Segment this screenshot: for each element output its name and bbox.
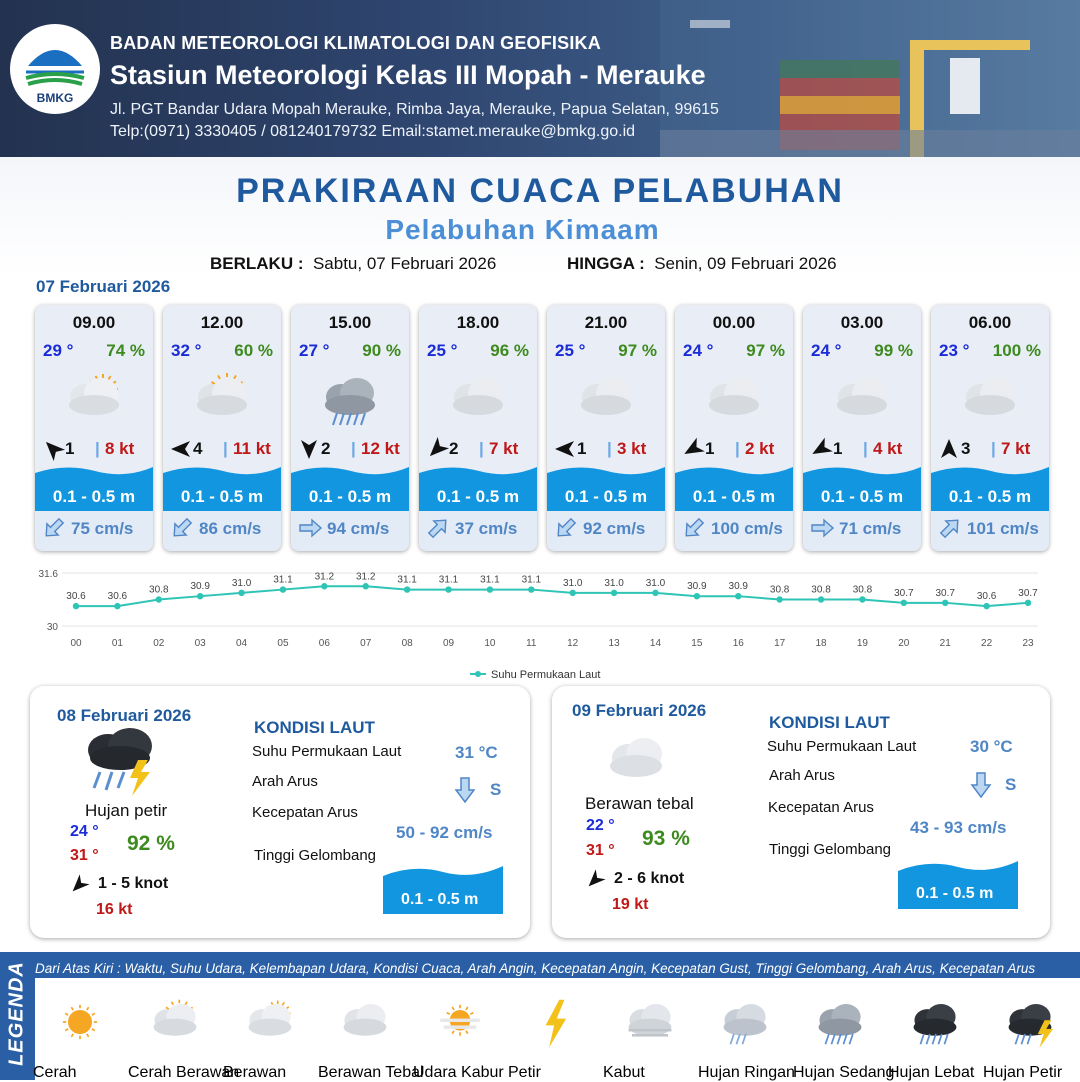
udara-kabur-icon [430,994,490,1055]
day2-tinggi-label: Tinggi Gelombang [254,847,377,864]
day3-tinggi-label: Tinggi Gelombang [769,841,892,858]
card-wave-height: 0.1 - 0.5 m [820,487,904,506]
valid-to-label: HINGGA : [567,254,645,273]
card-separator: | [863,439,868,458]
card-humidity: 74 % [106,341,145,360]
sst-data-point [321,583,327,589]
x-tick-label: 04 [236,638,248,649]
day3-arah: S [1005,775,1017,794]
forecast-card [163,305,281,551]
card-time: 15.00 [328,313,372,332]
valid-from-label: BERLAKU : [210,254,304,273]
sst-data-point [487,586,493,592]
sst-data-point [983,603,989,609]
cerah-berawan-icon [187,367,257,431]
berawan-tebal-icon [955,367,1025,431]
day2-humidity: 92 % [127,832,175,855]
day3-sst-label: Suhu Permukaan Laut [767,738,917,755]
card-temperature: 27 ° [299,341,330,360]
legend-entry: Suhu Permukaan Laut [491,669,601,681]
card-gust: 3 kt [617,439,647,458]
forecast-card [419,305,537,551]
day2-gust: 16 kt [96,901,133,918]
card-time: 06.00 [968,313,1012,332]
legend-item-label: Cerah [33,1064,77,1081]
legend-item-label: Cerah Berawan [128,1064,240,1081]
y-tick-label: 30 [46,622,58,633]
wind-arrow-icon [169,437,193,461]
sst-data-label: 30.8 [852,584,873,596]
sst-data-point [114,603,120,609]
legend-item-label: Berawan [223,1064,287,1081]
day2-panel [30,686,530,938]
card-time: 21.00 [584,313,628,332]
sst-data-point [652,590,658,596]
card-gust: 7 kt [1001,439,1031,458]
card-separator: | [95,439,100,458]
valid-to-value: Senin, 09 Februari 2026 [654,254,837,273]
card-gust: 8 kt [105,439,135,458]
day3-temp-min: 22 ° [586,817,615,834]
org-name: BADAN METEOROLOGI KLIMATOLOGI DAN GEOFISIKA [110,33,601,53]
x-tick-label: 06 [318,638,330,649]
x-tick-label: 10 [484,638,496,649]
page-title: PRAKIRAAN CUACA PELABUHAN [236,172,844,210]
sst-data-label: 31.2 [314,571,335,583]
berawan-tebal-icon [335,994,395,1055]
card-wind-speed: 1 [833,439,843,458]
card-temperature: 25 ° [427,341,458,360]
sst-data-point [197,593,203,599]
card-current-speed: 37 cm/s [455,519,518,538]
sst-data-label: 31.1 [521,574,542,586]
card-current-speed: 75 cm/s [71,519,134,538]
sst-data-label: 30.6 [107,591,128,603]
day3-panel [552,686,1050,938]
day2-tinggi: 0.1 - 0.5 m [401,891,479,908]
x-tick-label: 03 [194,638,206,649]
x-tick-label: 19 [856,638,868,649]
x-tick-label: 14 [649,638,662,649]
day2-kecepatan: 50 - 92 cm/s [396,823,493,842]
wind-arrow-icon [809,437,833,461]
sst-data-label: 30.8 [149,584,169,596]
hujan-lebat-icon [905,994,965,1055]
x-tick-label: 18 [815,638,827,649]
card-temperature: 24 ° [683,341,714,360]
sst-data-point [73,603,79,609]
card-humidity: 90 % [362,341,401,360]
x-tick-label: 15 [691,638,703,649]
sst-data-label: 31.1 [273,574,293,586]
sst-data-label: 31.0 [645,577,666,589]
card-wind-speed: 1 [65,439,75,458]
port-scene-illustration [660,0,1080,157]
day3-date: 09 Februari 2026 [572,701,707,720]
hujan-sedang-icon [315,367,385,431]
card-gust: 12 kt [361,439,400,458]
card-current-speed: 86 cm/s [199,519,262,538]
day3-arah-label: Arah Arus [769,767,835,784]
berawan-tebal-icon [571,367,641,431]
forecast-card [547,305,665,551]
day2-arah-label: Arah Arus [252,773,318,790]
card-current-speed: 71 cm/s [839,519,902,538]
x-tick-label: 22 [981,638,993,649]
card-separator: | [991,439,996,458]
legend-description: Dari Atas Kiri : Waktu, Suhu Udara, Kelembapan Udara, Kondisi Cuaca, Arah Angin, Kecepatan Angin, Kecepatan Gust, Tinggi Gelombang, Arah Arus, Kecepatan Arus [35,961,1036,976]
sst-data-point [776,596,782,602]
sst-data-point [735,593,741,599]
card-humidity: 97 % [746,341,785,360]
sst-data-point [1025,600,1031,606]
station-name: Stasiun Meteorologi Kelas III Mopah - Merauke [110,60,706,90]
sea-surface-temp-chart [30,562,1050,682]
wind-arrow-icon [937,437,961,461]
x-tick-label: 02 [153,638,165,649]
legend-item-label: Hujan Sedang [793,1064,895,1081]
legend-item-label: Berawan Tebal [318,1064,424,1081]
current-arrow-icon [41,515,67,541]
valid-from [210,254,496,274]
x-tick-label: 12 [567,638,579,649]
sst-data-point [445,586,451,592]
hujan-ringan-icon [715,994,775,1055]
sst-data-point [363,583,369,589]
x-tick-label: 20 [898,638,910,649]
day2-current-arrow-icon [454,776,476,804]
day3-kecepatan: 43 - 93 cm/s [910,818,1007,837]
forecast-card [803,305,921,551]
day2-wind-speed: 1 - 5 knot [98,875,169,892]
card-wind-speed: 2 [321,439,331,458]
sst-data-label: 31.1 [397,574,417,586]
berawan-tebal-icon [443,367,513,431]
x-tick-label: 07 [360,638,372,649]
sst-data-point [901,600,907,606]
x-tick-label: 00 [70,638,82,649]
station-contact: Telp:(0971) 3330405 / 081240179732 Email:stamet.merauke@bmkg.go.id [110,123,636,140]
card-wave-height: 0.1 - 0.5 m [564,487,648,506]
day3-condition: Berawan tebal [585,794,694,813]
x-tick-label: 17 [774,638,786,649]
legend-item-label: Hujan Lebat [888,1064,975,1081]
card-current-speed: 92 cm/s [583,519,646,538]
hujan-sedang-icon [810,994,870,1055]
current-arrow-icon [681,515,707,541]
card-time: 18.00 [456,313,500,332]
hujan-petir-icon [78,726,164,798]
sst-data-label: 31.1 [438,574,459,586]
wind-arrow-icon [297,437,321,461]
sst-data-label: 31.0 [231,577,252,589]
day3-gust: 19 kt [612,896,649,913]
card-wind-speed: 2 [449,439,459,458]
card-humidity: 60 % [234,341,273,360]
card-wave-height: 0.1 - 0.5 m [436,487,520,506]
x-tick-label: 16 [732,638,744,649]
card-wave-height: 0.1 - 0.5 m [52,487,136,506]
day2-temp-max: 31 ° [70,847,99,864]
valid-to [567,254,837,274]
card-current-speed: 94 cm/s [327,519,390,538]
kabut-icon [620,994,680,1055]
card-temperature: 24 ° [811,341,842,360]
card-temperature: 29 ° [43,341,74,360]
sst-data-point [942,600,948,606]
card-time: 03.00 [840,313,884,332]
sst-data-label: 30.8 [811,584,831,596]
sst-data-point [280,586,286,592]
card-temperature: 32 ° [171,341,202,360]
sst-data-label: 31.2 [356,571,376,583]
station-address: Jl. PGT Bandar Udara Mopah Merauke, Rimba Jaya, Merauke, Papua Selatan, 99615 [110,101,719,118]
sst-data-label: 30.7 [935,587,955,599]
current-arrow-icon [809,515,835,541]
wind-arrow-icon [425,437,449,461]
day2-kecepatan-label: Kecepatan Arus [252,804,358,821]
sst-data-point [694,593,700,599]
sst-data-point [404,586,410,592]
card-temperature: 25 ° [555,341,586,360]
card-wind-speed: 1 [705,439,715,458]
day2-kondisi-title: KONDISI LAUT [254,718,375,737]
current-arrow-icon [425,515,451,541]
cerah-icon [50,994,110,1055]
bmkg-logo-icon [10,24,100,114]
day3-kecepatan-label: Kecepatan Arus [768,799,874,816]
card-humidity: 100 % [992,341,1041,360]
x-tick-label: 11 [526,638,537,649]
hujan-petir-icon [1000,994,1060,1055]
berawan-tebal-icon [699,367,769,431]
berawan-tebal-icon [604,734,668,782]
card-gust: 7 kt [489,439,519,458]
sst-data-point [156,596,162,602]
day3-sst: 30 °C [970,737,1013,756]
header-banner [0,0,1080,157]
card-separator: | [607,439,612,458]
card-humidity: 99 % [874,341,913,360]
card-gust: 4 kt [873,439,903,458]
x-tick-label: 09 [442,638,455,649]
card-wind-speed: 3 [961,439,971,458]
sst-data-label: 30.9 [687,581,707,593]
port-name: Pelabuhan Kimaam [385,214,660,245]
day2-arah: S [490,780,502,799]
day3-humidity: 93 % [642,827,690,850]
legend-item-label: Kabut [603,1064,645,1081]
day2-temp-min: 24 ° [70,823,99,840]
current-arrow-icon [937,515,963,541]
sst-series-line [76,586,1028,606]
card-wave-height: 0.1 - 0.5 m [692,487,776,506]
card-wave-height: 0.1 - 0.5 m [948,487,1032,506]
x-tick-label: 05 [277,638,289,649]
card-separator: | [351,439,356,458]
sst-data-label: 30.7 [1018,587,1038,599]
x-tick-label: 23 [1022,638,1034,649]
x-tick-label: 21 [939,638,951,649]
sst-data-label: 31.1 [480,574,500,586]
legend-item-label: Udara Kabur [413,1064,504,1081]
day2-condition: Hujan petir [85,801,168,820]
card-wave-height: 0.1 - 0.5 m [308,487,392,506]
x-tick-label: 01 [111,638,123,649]
sst-data-point [818,596,824,602]
sst-data-label: 31.0 [604,577,624,589]
card-separator: | [479,439,484,458]
card-current-speed: 101 cm/s [967,519,1039,538]
card-gust: 2 kt [745,439,775,458]
wind-arrow-icon [553,437,577,461]
legend-item-label: Hujan Petir [983,1064,1063,1081]
sst-data-label: 30.8 [769,584,790,596]
forecast-card [675,305,793,551]
day3-temp-max: 31 ° [586,842,615,859]
day2-date: 08 Februari 2026 [57,706,192,725]
sst-data-label: 30.9 [728,581,748,593]
day3-wind-speed: 2 - 6 knot [614,870,685,887]
sst-data-point [569,590,575,596]
berawan-tebal-icon [827,367,897,431]
card-time: 00.00 [712,313,756,332]
wind-arrow-icon [41,437,65,461]
current-arrow-icon [297,515,323,541]
day2-wind-arrow-icon [68,874,90,896]
sst-data-point [611,590,617,596]
y-tick-label: 31.6 [38,569,58,580]
day2-sst-label: Suhu Permukaan Laut [252,743,402,760]
card-wind-speed: 4 [193,439,203,458]
sst-data-label: 30.9 [190,581,210,593]
current-arrow-icon [553,515,579,541]
card-separator: | [735,439,740,458]
sst-data-label: 30.6 [66,591,86,603]
card-humidity: 97 % [618,341,657,360]
card-separator: | [223,439,228,458]
cerah-berawan-icon [145,994,205,1055]
forecast-card [35,305,153,551]
day2-sst: 31 °C [455,743,498,762]
legend-item-label: Petir [508,1064,541,1081]
card-gust: 11 kt [233,439,271,458]
berawan-icon [59,367,129,431]
petir-icon [525,994,585,1055]
legend-swatch-dot [475,671,481,677]
berawan-icon [240,994,300,1055]
card-temperature: 23 ° [939,341,970,360]
sst-data-label: 30.6 [976,591,997,603]
day3-tinggi: 0.1 - 0.5 m [916,885,994,902]
card-wave-height: 0.1 - 0.5 m [180,487,264,506]
card-time: 09.00 [72,313,116,332]
bmkg-logo [10,24,100,114]
card-time: 12.00 [200,313,244,332]
wind-arrow-icon [681,437,705,461]
logo-text: BMKG [36,91,74,105]
sst-data-point [238,590,244,596]
day3-current-arrow-icon [970,771,992,799]
valid-from-value: Sabtu, 07 Februari 2026 [312,254,497,273]
forecast-card [931,305,1049,551]
sst-data-point [528,586,534,592]
forecast-card [291,305,409,551]
card-humidity: 96 % [490,341,529,360]
legend-title: LEGENDA [5,961,28,1066]
sst-data-label: 31.0 [562,577,583,589]
day1-date: 07 Februari 2026 [36,277,171,296]
card-wind-speed: 1 [577,439,587,458]
current-arrow-icon [169,515,195,541]
legend-item-label: Hujan Ringan [698,1064,795,1081]
x-tick-label: 13 [608,638,620,649]
sst-data-point [859,596,865,602]
day3-wind-arrow-icon [584,869,606,891]
x-tick-label: 08 [401,638,413,649]
sst-data-label: 30.7 [894,587,914,599]
card-current-speed: 100 cm/s [711,519,783,538]
day3-kondisi-title: KONDISI LAUT [769,713,890,732]
